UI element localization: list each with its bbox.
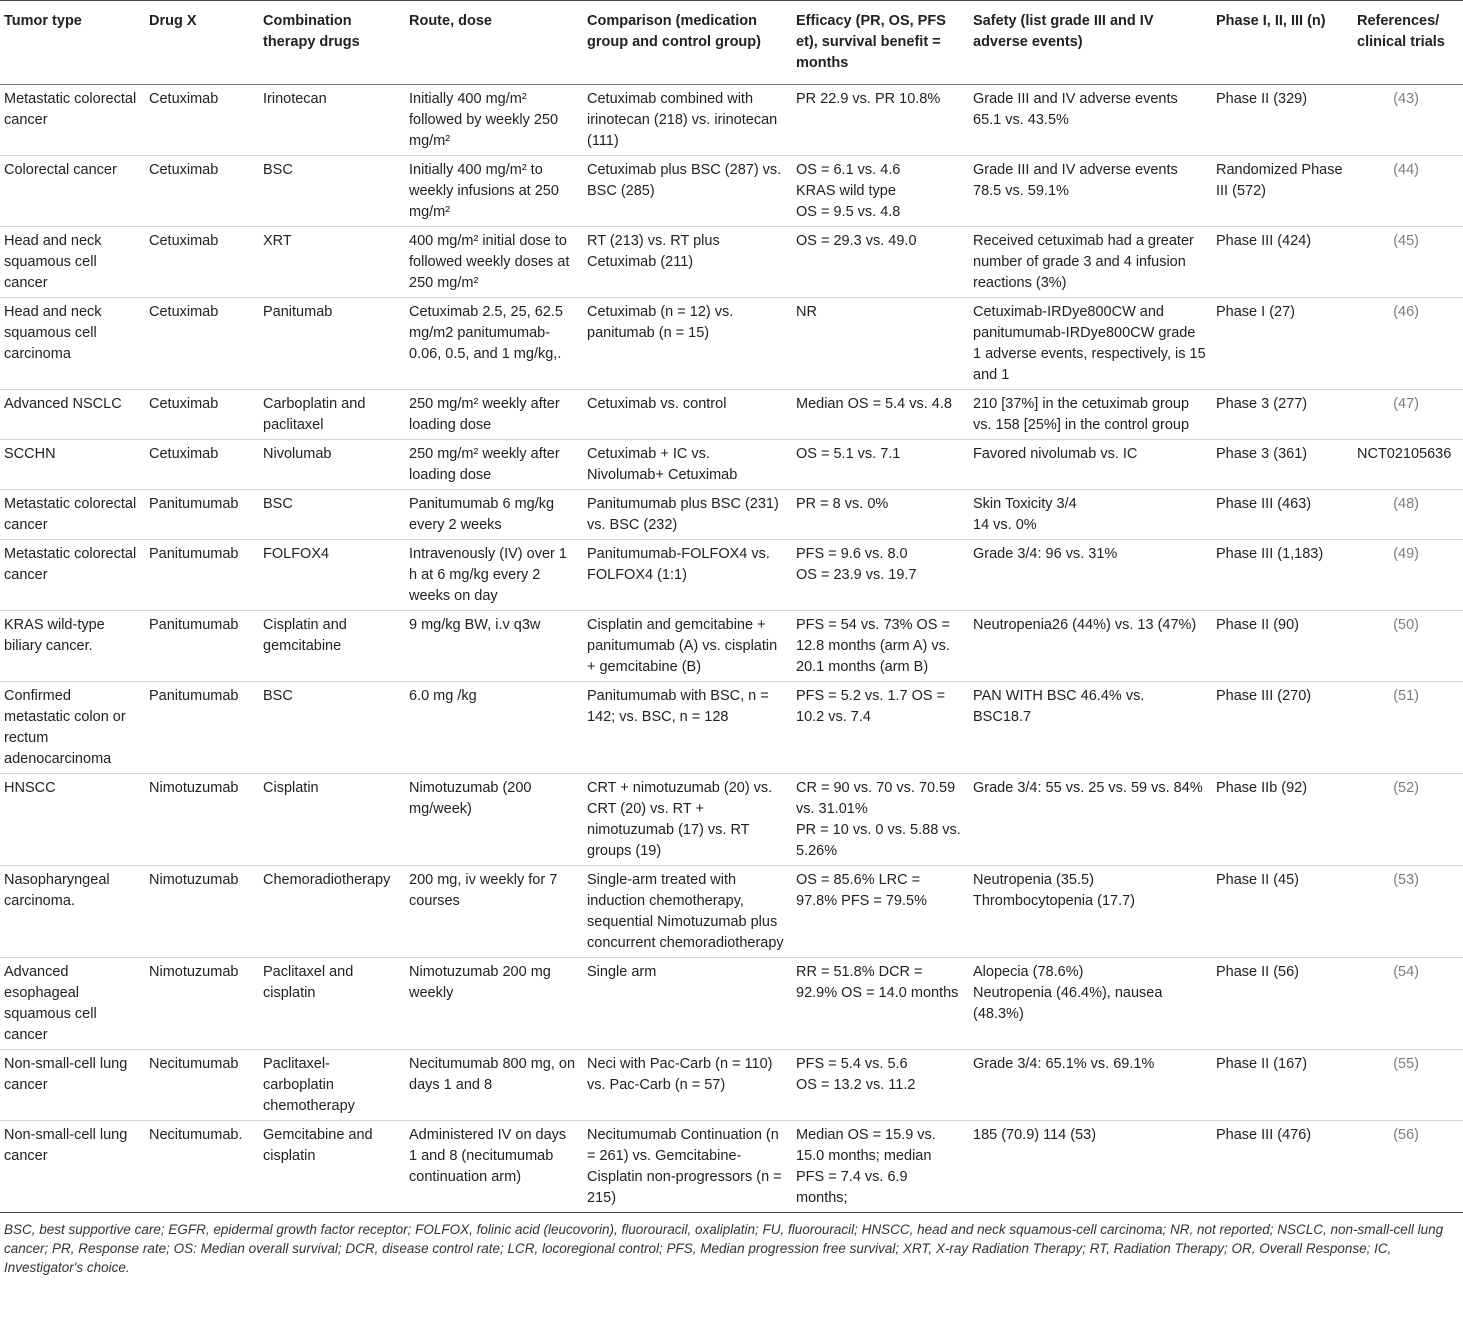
- efficacy-cell: OS = 6.1 vs. 4.6 KRAS wild type OS = 9.5 vs. 4.8: [792, 156, 969, 227]
- reference-cell: (53): [1353, 866, 1463, 958]
- tumor-type-cell: Advanced esophageal squamous cell cancer: [0, 958, 145, 1050]
- combination-cell: Chemoradiotherapy: [259, 866, 405, 958]
- efficacy-cell: PFS = 5.4 vs. 5.6 OS = 13.2 vs. 11.2: [792, 1050, 969, 1121]
- safety-cell: Received cetuximab had a greater number of grade 3 and 4 infusion reactions (3%): [969, 227, 1212, 298]
- phase-cell: Randomized Phase III (572): [1212, 156, 1353, 227]
- tumor-type-cell: Confirmed metastatic colon or rectum adenocarcinoma: [0, 682, 145, 774]
- reference-cell: (52): [1353, 774, 1463, 866]
- route-dose-cell: Administered IV on days 1 and 8 (necitumumab continuation arm): [405, 1121, 583, 1213]
- tumor-type-cell: HNSCC: [0, 774, 145, 866]
- safety-cell: 210 [37%] in the cetuximab group vs. 158 [25%] in the control group: [969, 390, 1212, 440]
- route-dose-cell: Initially 400 mg/m² followed by weekly 250 mg/m²: [405, 85, 583, 156]
- drug-cell: Cetuximab: [145, 227, 259, 298]
- table-footnote: BSC, best supportive care; EGFR, epidermal growth factor receptor; FOLFOX, folinic acid (leucovorin), fluorouracil, oxaliplatin; FU, fluorouracil; HNSCC, head and neck squamous-cell carcinoma; NR, not reported; NSCLC, non-small-cell lung cancer; PR, Response rate; OS: Median overall survival; DCR, disease control rate; LCR, locoregional control; PFS, Median progression free survival; XRT, X-ray Radiation Therapy; RT, Radiation Therapy; OR, Overall Response; IC, Investigator's choice.: [4, 1222, 1444, 1275]
- reference-cell: (44): [1353, 156, 1463, 227]
- efficacy-cell: OS = 85.6% LRC = 97.8% PFS = 79.5%: [792, 866, 969, 958]
- reference-cell: (54): [1353, 958, 1463, 1050]
- route-dose-cell: 400 mg/m² initial dose to followed weekly doses at 250 mg/m²: [405, 227, 583, 298]
- combination-cell: XRT: [259, 227, 405, 298]
- header-route-dose: Route, dose: [405, 1, 583, 85]
- header-drug-x: Drug X: [145, 1, 259, 85]
- table-row: [0, 774, 1463, 866]
- header-references: References/ clinical trials: [1353, 1, 1463, 85]
- phase-cell: Phase II (329): [1212, 85, 1353, 156]
- route-dose-cell: Cetuximab 2.5, 25, 62.5 mg/m2 panitumumab-0.06, 0.5, and 1 mg/kg,.: [405, 298, 583, 390]
- combination-cell: Gemcitabine and cisplatin: [259, 1121, 405, 1213]
- tumor-type-cell: Nasopharyngeal carcinoma.: [0, 866, 145, 958]
- drug-cell: Panitumumab: [145, 611, 259, 682]
- reference-cell: (43): [1353, 85, 1463, 156]
- reference-cell: (45): [1353, 227, 1463, 298]
- efficacy-cell: PFS = 54 vs. 73% OS = 12.8 months (arm A) vs. 20.1 months (arm B): [792, 611, 969, 682]
- table-row: [0, 682, 1463, 774]
- route-dose-cell: 9 mg/kg BW, i.v q3w: [405, 611, 583, 682]
- phase-cell: Phase III (424): [1212, 227, 1353, 298]
- route-dose-cell: Initially 400 mg/m² to weekly infusions at 250 mg/m²: [405, 156, 583, 227]
- tumor-type-cell: SCCHN: [0, 440, 145, 490]
- drug-cell: Cetuximab: [145, 156, 259, 227]
- comparison-cell: Cetuximab plus BSC (287) vs. BSC (285): [583, 156, 792, 227]
- combination-cell: FOLFOX4: [259, 540, 405, 611]
- combination-cell: Irinotecan: [259, 85, 405, 156]
- drug-cell: Nimotuzumab: [145, 866, 259, 958]
- table-row: [0, 958, 1463, 1050]
- combination-cell: BSC: [259, 156, 405, 227]
- drug-cell: Panitumumab: [145, 490, 259, 540]
- comparison-cell: Panitumumab plus BSC (231) vs. BSC (232): [583, 490, 792, 540]
- route-dose-cell: Nimotuzumab (200 mg/week): [405, 774, 583, 866]
- phase-cell: Phase II (167): [1212, 1050, 1353, 1121]
- reference-cell: (46): [1353, 298, 1463, 390]
- safety-cell: Neutropenia26 (44%) vs. 13 (47%): [969, 611, 1212, 682]
- drug-cell: Nimotuzumab: [145, 958, 259, 1050]
- efficacy-cell: PFS = 9.6 vs. 8.0 OS = 23.9 vs. 19.7: [792, 540, 969, 611]
- table-header: [0, 1, 1463, 85]
- route-dose-cell: 250 mg/m² weekly after loading dose: [405, 440, 583, 490]
- drug-cell: Cetuximab: [145, 390, 259, 440]
- table-row: [0, 390, 1463, 440]
- route-dose-cell: Nimotuzumab 200 mg weekly: [405, 958, 583, 1050]
- header-comparison: Comparison (medication group and control group): [583, 1, 792, 85]
- route-dose-cell: Intravenously (IV) over 1 h at 6 mg/kg every 2 weeks on day: [405, 540, 583, 611]
- tumor-type-cell: Metastatic colorectal cancer: [0, 490, 145, 540]
- drug-cell: Nimotuzumab: [145, 774, 259, 866]
- table-body: [0, 85, 1463, 1213]
- combination-cell: Paclitaxel and cisplatin: [259, 958, 405, 1050]
- tumor-type-cell: Metastatic colorectal cancer: [0, 85, 145, 156]
- phase-cell: Phase I (27): [1212, 298, 1353, 390]
- route-dose-cell: 200 mg, iv weekly for 7 courses: [405, 866, 583, 958]
- phase-cell: Phase 3 (361): [1212, 440, 1353, 490]
- combination-cell: Nivolumab: [259, 440, 405, 490]
- comparison-cell: Necitumumab Continuation (n = 261) vs. Gemcitabine-Cisplatin non-progressors (n = 215): [583, 1121, 792, 1213]
- comparison-cell: Panitumumab-FOLFOX4 vs. FOLFOX4 (1:1): [583, 540, 792, 611]
- reference-cell: (47): [1353, 390, 1463, 440]
- route-dose-cell: Panitumumab 6 mg/kg every 2 weeks: [405, 490, 583, 540]
- header-safety: Safety (list grade III and IV adverse events): [969, 1, 1212, 85]
- phase-cell: Phase II (90): [1212, 611, 1353, 682]
- safety-cell: Grade 3/4: 65.1% vs. 69.1%: [969, 1050, 1212, 1121]
- combination-cell: BSC: [259, 490, 405, 540]
- header-row: [0, 1, 1463, 85]
- reference-cell: (51): [1353, 682, 1463, 774]
- tumor-type-cell: Colorectal cancer: [0, 156, 145, 227]
- header-tumor-type: Tumor type: [0, 1, 145, 85]
- safety-cell: Cetuximab-IRDye800CW and panitumumab-IRDye800CW grade 1 adverse events, respectively, is 15 and 1: [969, 298, 1212, 390]
- drug-cell: Panitumumab: [145, 540, 259, 611]
- efficacy-cell: NR: [792, 298, 969, 390]
- safety-cell: Grade III and IV adverse events 65.1 vs. 43.5%: [969, 85, 1212, 156]
- phase-cell: Phase IIb (92): [1212, 774, 1353, 866]
- safety-cell: Grade 3/4: 55 vs. 25 vs. 59 vs. 84%: [969, 774, 1212, 866]
- route-dose-cell: 6.0 mg /kg: [405, 682, 583, 774]
- tumor-type-cell: Metastatic colorectal cancer: [0, 540, 145, 611]
- drug-cell: Necitumumab.: [145, 1121, 259, 1213]
- phase-cell: Phase III (270): [1212, 682, 1353, 774]
- phase-cell: Phase II (56): [1212, 958, 1353, 1050]
- route-dose-cell: 250 mg/m² weekly after loading dose: [405, 390, 583, 440]
- safety-cell: Grade 3/4: 96 vs. 31%: [969, 540, 1212, 611]
- combination-cell: Paclitaxel-carboplatin chemotherapy: [259, 1050, 405, 1121]
- safety-cell: Neutropenia (35.5) Thrombocytopenia (17.7): [969, 866, 1212, 958]
- safety-cell: Alopecia (78.6%) Neutropenia (46.4%), nausea (48.3%): [969, 958, 1212, 1050]
- tumor-type-cell: Non-small-cell lung cancer: [0, 1121, 145, 1213]
- comparison-cell: Cetuximab vs. control: [583, 390, 792, 440]
- table-row: [0, 611, 1463, 682]
- efficacy-cell: Median OS = 5.4 vs. 4.8: [792, 390, 969, 440]
- comparison-cell: Cetuximab (n = 12) vs. panitumab (n = 15): [583, 298, 792, 390]
- efficacy-cell: OS = 5.1 vs. 7.1: [792, 440, 969, 490]
- comparison-cell: Cisplatin and gemcitabine + panitumumab (A) vs. cisplatin + gemcitabine (B): [583, 611, 792, 682]
- safety-cell: 185 (70.9) 114 (53): [969, 1121, 1212, 1213]
- phase-cell: Phase 3 (277): [1212, 390, 1353, 440]
- reference-cell: (49): [1353, 540, 1463, 611]
- combination-cell: Cisplatin: [259, 774, 405, 866]
- efficacy-cell: OS = 29.3 vs. 49.0: [792, 227, 969, 298]
- safety-cell: PAN WITH BSC 46.4% vs. BSC18.7: [969, 682, 1212, 774]
- combination-cell: Carboplatin and paclitaxel: [259, 390, 405, 440]
- comparison-cell: CRT + nimotuzumab (20) vs. CRT (20) vs. RT + nimotuzumab (17) vs. RT groups (19): [583, 774, 792, 866]
- tumor-type-cell: Head and neck squamous cell carcinoma: [0, 298, 145, 390]
- combination-cell: Cisplatin and gemcitabine: [259, 611, 405, 682]
- reference-cell: (55): [1353, 1050, 1463, 1121]
- table-row: [0, 540, 1463, 611]
- table-row: [0, 298, 1463, 390]
- reference-cell: (50): [1353, 611, 1463, 682]
- efficacy-cell: Median OS = 15.9 vs. 15.0 months; median PFS = 7.4 vs. 6.9 months;: [792, 1121, 969, 1213]
- drug-cell: Cetuximab: [145, 298, 259, 390]
- header-efficacy: Efficacy (PR, OS, PFS et), survival benefit = months: [792, 1, 969, 85]
- combination-cell: Panitumab: [259, 298, 405, 390]
- comparison-cell: Single-arm treated with induction chemotherapy, sequential Nimotuzumab plus concurrent chemoradiotherapy: [583, 866, 792, 958]
- header-combination-therapy: Combination therapy drugs: [259, 1, 405, 85]
- tumor-type-cell: Head and neck squamous cell cancer: [0, 227, 145, 298]
- phase-cell: Phase II (45): [1212, 866, 1353, 958]
- drug-cell: Panitumumab: [145, 682, 259, 774]
- table-row: [0, 490, 1463, 540]
- efficacy-cell: RR = 51.8% DCR = 92.9% OS = 14.0 months: [792, 958, 969, 1050]
- reference-cell: (56): [1353, 1121, 1463, 1213]
- safety-cell: Grade III and IV adverse events 78.5 vs. 59.1%: [969, 156, 1212, 227]
- table-row: [0, 866, 1463, 958]
- comparison-cell: RT (213) vs. RT plus Cetuximab (211): [583, 227, 792, 298]
- table-row: [0, 1121, 1463, 1213]
- phase-cell: Phase III (1,183): [1212, 540, 1353, 611]
- comparison-cell: Cetuximab + IC vs. Nivolumab+ Cetuximab: [583, 440, 792, 490]
- tumor-type-cell: KRAS wild-type biliary cancer.: [0, 611, 145, 682]
- table-row: [0, 227, 1463, 298]
- comparison-cell: Neci with Pac-Carb (n = 110) vs. Pac-Carb (n = 57): [583, 1050, 792, 1121]
- comparison-cell: Single arm: [583, 958, 792, 1050]
- table-row: [0, 1050, 1463, 1121]
- efficacy-cell: PR = 8 vs. 0%: [792, 490, 969, 540]
- phase-cell: Phase III (476): [1212, 1121, 1353, 1213]
- drug-cell: Necitumumab: [145, 1050, 259, 1121]
- comparison-cell: Panitumumab with BSC, n = 142; vs. BSC, n = 128: [583, 682, 792, 774]
- drug-cell: Cetuximab: [145, 440, 259, 490]
- comparison-cell: Cetuximab combined with irinotecan (218) vs. irinotecan (111): [583, 85, 792, 156]
- safety-cell: Favored nivolumab vs. IC: [969, 440, 1212, 490]
- safety-cell: Skin Toxicity 3/4 14 vs. 0%: [969, 490, 1212, 540]
- drug-cell: Cetuximab: [145, 85, 259, 156]
- reference-cell: NCT02105636: [1353, 440, 1463, 490]
- phase-cell: Phase III (463): [1212, 490, 1353, 540]
- combination-cell: BSC: [259, 682, 405, 774]
- header-phase: Phase I, II, III (n): [1212, 1, 1353, 85]
- reference-cell: (48): [1353, 490, 1463, 540]
- table-row: [0, 85, 1463, 156]
- efficacy-cell: PR 22.9 vs. PR 10.8%: [792, 85, 969, 156]
- route-dose-cell: Necitumumab 800 mg, on days 1 and 8: [405, 1050, 583, 1121]
- efficacy-cell: PFS = 5.2 vs. 1.7 OS = 10.2 vs. 7.4: [792, 682, 969, 774]
- tumor-type-cell: Non-small-cell lung cancer: [0, 1050, 145, 1121]
- tumor-type-cell: Advanced NSCLC: [0, 390, 145, 440]
- table-row: [0, 440, 1463, 490]
- table-row: [0, 156, 1463, 227]
- efficacy-cell: CR = 90 vs. 70 vs. 70.59 vs. 31.01% PR = 10 vs. 0 vs. 5.88 vs. 5.26%: [792, 774, 969, 866]
